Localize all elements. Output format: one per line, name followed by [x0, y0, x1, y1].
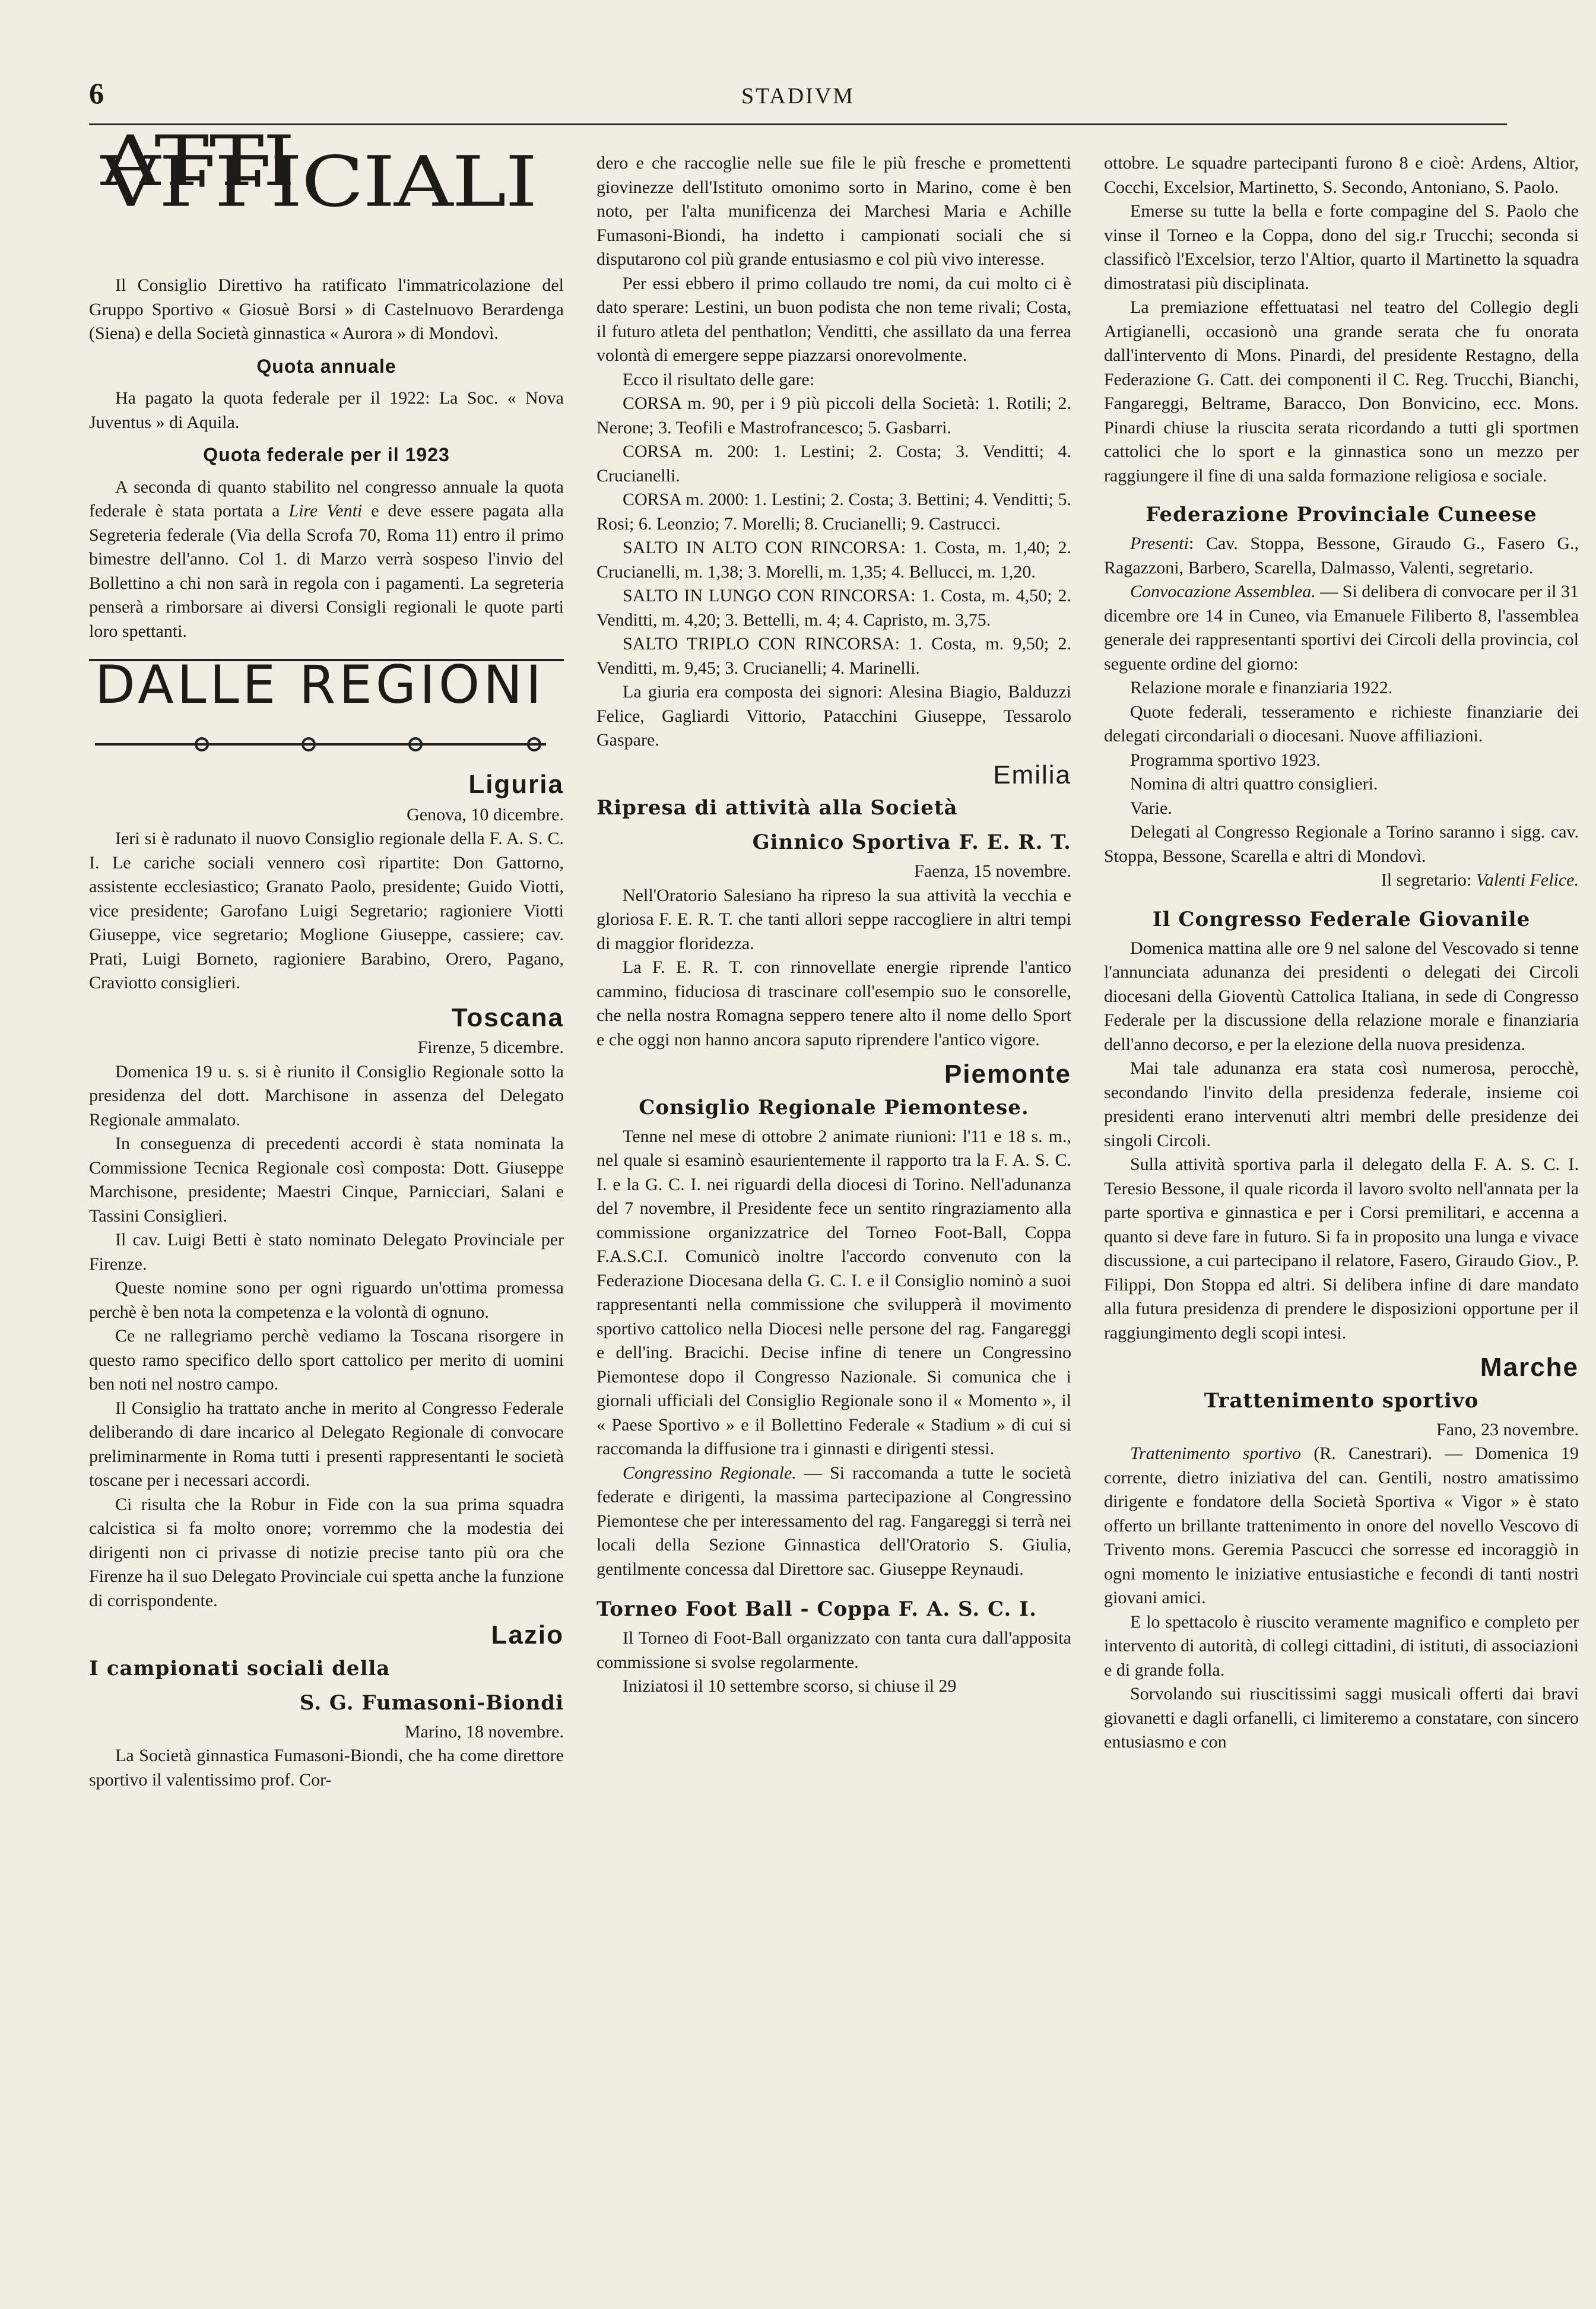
column-2	[596, 151, 1071, 1699]
emilia-paragraph: Nell'Oratorio Salesiano ha ripreso la sua attività la vecchia e gloriosa F. E. R. T. che tanti allori seppe raccogliere in altri tempi di maggior floridezza.	[596, 885, 1071, 953]
quota-1923-text-a: A seconda di quanto stabilito nel congresso annuale la quota federale è stata portata a	[89, 477, 564, 521]
race-result: CORSA m. 2000: 1. Lestini; 2. Costa; 3. Bettini; 4. Venditti; 5. Rosi; 6. Leonzio; 7. Morelli; 8. Crucianelli; 9. Castrucci.	[596, 490, 1071, 534]
atti-paragraph: Il Consiglio Direttivo ha ratificato l'immatricolazione del Gruppo Sportivo « Giosuè Borsi » di Castelnuovo Berardenga (Siena) e della Società ginnastica « Aurora » di Mondovì.	[89, 275, 564, 343]
lazio-subheading-2: S. G. Fumasoni-Biondi	[299, 1690, 564, 1715]
emilia-subheading-2: Ginnico Sportiva F. E. R. T.	[752, 830, 1071, 854]
emilia-heading: Emilia	[993, 760, 1071, 789]
lazio-date: Marino, 18 novembre.	[404, 1721, 564, 1742]
column-1	[89, 120, 564, 1792]
cuneese-subheading: Federazione Provinciale Cuneese	[1146, 503, 1537, 526]
congressino-label: Congressino Regionale.	[623, 1463, 797, 1483]
convocazione-text: — Si delibera di convocare per il 31 dicembre ore 14 in Cuneo, via Emanuele Filiberto 8, l'assemblea generale dei rappresentanti sportivi dei Circoli della provincia, col seguente ordine del giorno:	[1104, 582, 1579, 674]
segretario-label: Il segretario:	[1381, 870, 1476, 890]
congressino-text: — Si raccomanda a tutte le società federate e dirigenti, la massima partecipazione al Congressino Piemontese che per interessamento del rag. Fangareggi si terrà nei locali della Sezione Ginnastica dell'Oratorio S. Giulia, gentilmente concessa dal Direttore sac. Giuseppe Reynaudi.	[596, 1463, 1071, 1579]
emilia-subheading: Ripresa di attività alla Società	[596, 796, 958, 820]
liguria-date: Genova, 10 dicembre.	[407, 804, 564, 824]
toscana-paragraph: Ci risulta che la Robur in Fide con la sua prima squadra calcistica si fa molto onore; vorremmo che la modestia dei dirigenti non ci privasse di notizie precise tanto più ora che Firenze ha il suo Delegato Provinciale cui spetta anche la funzione di corrispondente.	[89, 1494, 564, 1610]
toscana-heading: Toscana	[451, 1003, 564, 1032]
marche-label: Trattenimento sportivo	[1130, 1444, 1301, 1463]
convocazione-label: Convocazione Assemblea.	[1130, 582, 1316, 601]
torneo-paragraph: Iniziatosi il 10 settembre scorso, si chiuse il 29	[623, 1676, 957, 1696]
emilia-paragraph: La F. E. R. T. con rinnovellate energie riprende l'antico cammino, fiduciosa di trascinare coll'esempio suo le consorelle, che nella nostra Romagna seppero tenere alto il nome dello Sport e che oggi non hanno ancora saputo riprendere l'antico vigore.	[596, 957, 1071, 1049]
lazio-heading: Lazio	[491, 1620, 564, 1650]
torneo-subheading: Torneo Foot Ball - Coppa F. A. S. C. I.	[596, 1597, 1037, 1621]
lazio-paragraph: La Società ginnastica Fumasoni-Biondi, che ha come direttore sportivo il valentissimo prof. Cor-	[89, 1746, 564, 1790]
quota-annuale-paragraph: Ha pagato la quota federale per il 1922: La Soc. « Nova Juventus » di Aquila.	[89, 388, 564, 432]
race-result: SALTO TRIPLO CON RINCORSA: 1. Costa, m. 9,50; 2. Venditti, m. 9,45; 3. Crucianelli; 4. Marinelli.	[596, 634, 1071, 678]
toscana-paragraph: Il Consiglio ha trattato anche in merito al Congresso Federale deliberando di dare incarico al Delegato Regionale di convocare preliminarmente in Roma tutti i presenti rappresentanti le società toscane per i necessari accordi.	[89, 1398, 564, 1490]
segretario-signature	[1104, 868, 1579, 893]
piemonte-paragraph: Tenne nel mese di ottobre 2 animate riunioni: l'11 e 18 s. m., nel quale si esaminò esaurientemente il rapporto tra la F. A. S. C. I. e la G. C. I. nei riguardi della diocesi di Torino. Nell'adunanza del 7 novembre, il Presidente fece un sentito ringraziamento alla commissione organizzatrice del Torneo Foot-Ball, Coppa F.A.S.C.I. Comunicò inoltre l'accordo convenuto con la Federazione Diocesana della G. C. I. e il Consiglio nominò a suoi rappresentanti nella commissione che svilupperà il movimento sportivo cattolico nella Diocesi nelle persone del rag. Fangareggi e dell'ing. Bracichi. Decise infine di tenere un Congressino Piemontese dopo il Congresso Nazionale. Si comunica che i giornali ufficiali del Consiglio Regionale sono il « Momento », il « Paese Sportivo » e il Bollettino Federale « Stadium » di cui si raccomanda la diffusione tra i ginnasti e dirigenti stessi.	[596, 1126, 1071, 1458]
toscana-date: Firenze, 5 dicembre.	[417, 1038, 564, 1057]
presenti-paragraph	[1104, 532, 1579, 580]
agenda-item: Relazione morale e finanziaria 1922.	[1130, 678, 1393, 697]
marche-text: (R. Canestrari). — Domenica 19 corrente, dietro iniziativa del can. Gentili, nostro amatissimo dirigente e fondatore della Società Sportiva « Vigor » è stato offerto un brillante trattenimento in onore del novello Vescovo di Trivento mons. Geremia Pascucci che sorresse ed incoraggiò in ogni momento le iniziative entusiastiche e fecondi di tanti nostri giovani amici.	[1104, 1444, 1579, 1607]
torneo-paragraph: La premiazione effettuatasi nel teatro del Collegio degli Artigianelli, occasionò una grande serata che fu onorata dall'intervento di Mons. Pinardi, del presidente Restagno, della Federazione G. Catt. dei componenti il C. Reg. Trucchi, Bianchi, Fangareggi, Beltrame, Baracco, Don Bonvicino, ecc. Mons. Pinardi chiuse la riuscita serata ricordando a tutti gli sportmen cattolici che lo sport e la ginnastica sono un mezzo per raggiungere il fine di una salda formazione religiosa e sociale.	[1104, 297, 1579, 486]
agenda-item: Nomina di altri quattro consiglieri.	[1130, 774, 1378, 794]
marche-paragraph: E lo spettacolo è riuscito veramente magnifico e completo per intervento di autorità, di collegi cittadini, di istituti, di associazioni e di grande folla.	[1104, 1612, 1579, 1680]
quota-1923-text-b: e deve essere pagata alla Segreteria federale (Via della Scrofa 70, Roma 11) entro il primo bimestre dell'anno. Col 1. di Marzo verrà sospeso l'invio del Bollettino a chi non sarà in regola con i pagamenti. La segreteria penserà a rimborsare ai diversi Consigli regionali le quote parti loro spettanti.	[89, 501, 564, 641]
toscana-paragraph: Ce ne rallegriamo perchè vediamo la Toscana risorgere in questo ramo specifico dello sport cattolico per merito di uomini ben noti nel nostro campo.	[89, 1326, 564, 1394]
ornament-rule-icon	[95, 732, 546, 756]
torneo-paragraph: Il Torneo di Foot-Ball organizzato con tanta cura dall'apposita commissione si svolse regolarmente.	[596, 1628, 1071, 1672]
column-3	[1104, 151, 1579, 1755]
piemonte-subheading: Consiglio Regionale Piemontese.	[639, 1095, 1029, 1119]
agenda-item: Programma sportivo 1923.	[1130, 750, 1321, 770]
lazio-continuation: dero e che raccoglie nelle sue file le più fresche e promettenti giovinezze dell'Istituto omonimo sorto in Marino, come è ben noto, per l'alta munificenza dei Marchesi Maria e Achille Fumasoni-Biondi, ha indetto i campionati sociali che si disputarono col più grande entusiasmo e col più vivo interesse.	[596, 153, 1071, 269]
toscana-paragraph: Il cav. Luigi Betti è stato nominato Delegato Provinciale per Firenze.	[89, 1230, 564, 1274]
race-result: SALTO IN ALTO CON RINCORSA: 1. Costa, m. 1,40; 2. Crucianelli, m. 1,38; 3. Morelli, m. 1,35; 4. Bellucci, m. 1,20.	[596, 538, 1071, 582]
piemonte-paragraph	[596, 1461, 1071, 1582]
dalle-regioni-title: DALLE REGIONI	[95, 654, 545, 715]
page-header	[89, 76, 1507, 125]
torneo-paragraph: Emerse su tutte la bella e forte compagine del S. Paolo che vinse il Torneo e la Coppa, dono del sig.r Trucchi; seconda si classificò l'Excelsior, terzo l'Altior, quarto il Martinetto la squadra dimostratasi più disciplinata.	[1104, 201, 1579, 293]
lazio-paragraph: Per essi ebbero il primo collaudo tre nomi, da cui molto ci è dato sperare: Lestini, un buon podista che non teme rivali; Costa, il futuro atleta del penthatlon; Venditti, che assillato da una ferrea volontà di emergere seppe piazzarsi onorevolmente.	[596, 273, 1071, 365]
lazio-subheading: I campionati sociali della	[89, 1656, 391, 1680]
marche-paragraph: Sorvolando sui riuscitissimi saggi musicali offerti dai bravi giovanetti e dagli orfanelli, ci limiteremo a constatare, con sincero entusiasmo e con	[1104, 1684, 1579, 1752]
presenti-text: : Cav. Stoppa, Bessone, Giraudo G., Fasero G., Ragazzoni, Barbero, Scarella, Dalmasso, Valenti, segretario.	[1104, 534, 1579, 578]
quota-annuale-heading: Quota annuale	[256, 355, 396, 377]
presenti-label: Presenti	[1130, 534, 1189, 553]
congresso-subheading: Il Congresso Federale Giovanile	[1152, 907, 1531, 931]
marche-paragraph	[1104, 1442, 1579, 1610]
giuria-paragraph: La giuria era composta dei signori: Alesina Biagio, Balduzzi Felice, Gagliardi Vittorio, Patacchini Giuseppe, Tessarolo Gaspare.	[596, 682, 1071, 750]
page-number: 6	[89, 77, 104, 110]
agenda-item: Quote federali, tesseramento e richieste finanziarie dei delegati circondariali o diocesani. Nuove affiliazioni.	[1104, 702, 1579, 746]
marche-subheading: Trattenimento sportivo	[1204, 1388, 1479, 1413]
convocazione-paragraph	[1104, 580, 1579, 676]
race-result: CORSA m. 90, per i 9 più piccoli della Società: 1. Rotili; 2. Nerone; 3. Teofili e Mastrofrancesco; 5. Gasbarri.	[596, 394, 1071, 437]
publication-title: STADIVM	[741, 84, 855, 109]
lazio-paragraph: Ecco il risultato delle gare:	[623, 369, 815, 389]
congresso-paragraph: Mai tale adunanza era stata così numerosa, perocchè, secondando l'invito della presidenza federale, insieme coi presidenti erano intervenuti altri membri delle presidenze dei singoli Circoli.	[1104, 1058, 1579, 1150]
delegati-paragraph: Delegati al Congresso Regionale a Torino saranno i sigg. cav. Stoppa, Bessone, Scarella e altri di Mondovì.	[1104, 822, 1579, 866]
congresso-paragraph: Domenica mattina alle ore 9 nel salone del Vescovado si tenne l'annunciata adunanza dei presidenti o delegati dei Circoli diocesani della Gioventù Cattolica Italiana, in sede di Congresso Federale per la discussione della relazione morale e finanziaria dell'anno decorso, e per la elezione della nuova presidenza.	[1104, 938, 1579, 1054]
piemonte-heading: Piemonte	[944, 1060, 1071, 1089]
torneo-continuation: ottobre. Le squadre partecipanti furono 8 e cioè: Ardens, Altior, Cocchi, Excelsior, Martinetto, S. Secondo, Antoniano, S. Paolo.	[1104, 153, 1579, 197]
emilia-date: Faenza, 15 novembre.	[914, 861, 1071, 881]
atti-ufficiali-heading	[89, 120, 564, 270]
quota-1923-amount: Lire Venti	[288, 501, 363, 521]
segretario-name: Valenti Felice.	[1476, 870, 1579, 890]
liguria-heading: Liguria	[468, 770, 564, 799]
atti-ufficiali-title: ATTI VFFICIALI	[101, 120, 537, 223]
agenda-item: Varie.	[1130, 798, 1172, 818]
marche-heading: Marche	[1480, 1353, 1579, 1382]
quota-1923-paragraph	[89, 475, 564, 644]
congresso-paragraph: Sulla attività sportiva parla il delegato della F. A. S. C. I. Teresio Bessone, il quale ricorda il lavoro svolto nell'annata per la parte sportiva e ginnastica e per i Corsi premilitari, e accenna a quanto si deve fare in futuro. Si fa in proposito una lunga e vivace discussione, a cui partecipano il relatore, Fasero, Giraudo Giov., P. Filippi, Don Stoppa ed altri. Si delibera infine di dare mandato alla futura presidenza di prendere le disposizioni opportune per il raggiungimento degli scopi intesi.	[1104, 1154, 1579, 1343]
marche-date: Fano, 23 novembre.	[1436, 1419, 1579, 1439]
liguria-paragraph: Ieri si è radunato il nuovo Consiglio regionale della F. A. S. C. I. Le cariche sociali vennero così ripartite: Don Gattorno, assistente ecclesiastico; Granato Paolo, presidente; Guido Viotti, vice presidente; Garofano Luigi Segretario; ragioniere Viotti Giuseppe, vice segretario; Moglione Giuseppe, cassiere; cav. Prati, Luigi Borneto, ragioniere Barabino, Orero, Pagano, Craviotto consiglieri.	[89, 829, 564, 992]
race-result: SALTO IN LUNGO CON RINCORSA: 1. Costa, m. 4,50; 2. Venditti, m. 4,20; 3. Bettelli, m. 4; 4. Capristo, m. 3,75.	[596, 586, 1071, 630]
toscana-paragraph: Queste nomine sono per ogni riguardo un'ottima promessa perchè è ben nota la competenza e la volontà di ognuno.	[89, 1278, 564, 1322]
quota-1923-heading: Quota federale per il 1923	[203, 444, 450, 465]
toscana-paragraph: Domenica 19 u. s. si è riunito il Consiglio Regionale sotto la presidenza del dott. Marchisone in assenza del Delegato Regionale ammalato.	[89, 1061, 564, 1130]
race-result: CORSA m. 200: 1. Lestini; 2. Costa; 3. Venditti; 4. Crucianelli.	[596, 442, 1071, 486]
toscana-paragraph: In conseguenza di precedenti accordi è stata nominata la Commissione Tecnica Regionale così composta: Dott. Giuseppe Marchisone, presidente; Maestri Cinque, Parnicciari, Salani e Tassini Consiglieri.	[89, 1134, 564, 1226]
dalle-regioni-heading	[89, 654, 564, 762]
